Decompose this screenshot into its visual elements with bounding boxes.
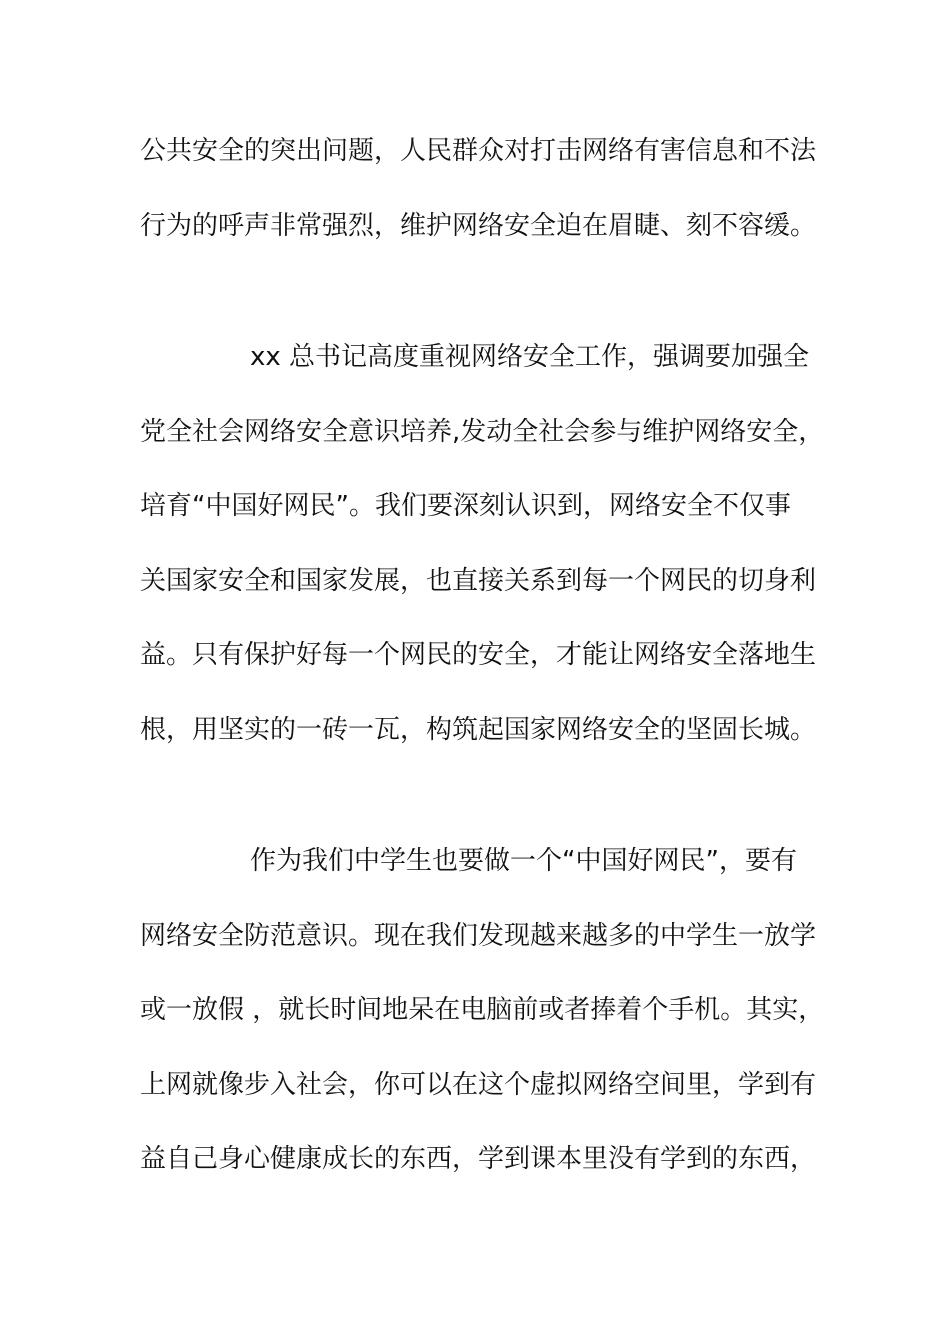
paragraph-3-line-3: 或一放假 ，就长时间地呆在电脑前或者捧着个手机。其实，: [140, 995, 825, 1025]
paragraph-3-line-5: 益自己身心健康成长的东西，学到课本里没有学到的东西，: [140, 1144, 817, 1174]
paragraph-1-line-1: 公共安全的突出问题，人民群众对打击网络有害信息和不法: [140, 136, 817, 166]
paragraph-3-line-2: 网络安全防范意识。现在我们发现越来越多的中学生一放学: [140, 921, 817, 951]
paragraph-2-line-4: 关国家安全和国家发展，也直接关系到每一个网民的切身利: [140, 566, 817, 596]
paragraph-2-line-6: 根，用坚实的一砖一瓦，构筑起国家网络安全的坚固长城。: [140, 715, 817, 745]
paragraph-2-line-3: 培育“中国好网民”。我们要深刻认识到，网络安全不仅事: [140, 491, 791, 521]
paragraph-1-line-2: 行为的呼声非常强烈，维护网络安全迫在眉睫、刻不容缓。: [140, 211, 817, 241]
paragraph-2-line-5: 益。只有保护好每一个网民的安全，才能让网络安全落地生: [140, 640, 817, 670]
paragraph-2-line-1: xx 总书记高度重视网络安全工作，强调要加强全: [250, 342, 810, 372]
paragraph-3-line-1: 作为我们中学生也要做一个“中国好网民”，要有: [250, 846, 797, 876]
paragraph-2-line-2: 党全社会网络安全意识培养,发动全社会参与维护网络安全，: [140, 417, 825, 447]
paragraph-3-line-4: 上网就像步入社会，你可以在这个虚拟网络空间里，学到有: [140, 1070, 817, 1100]
